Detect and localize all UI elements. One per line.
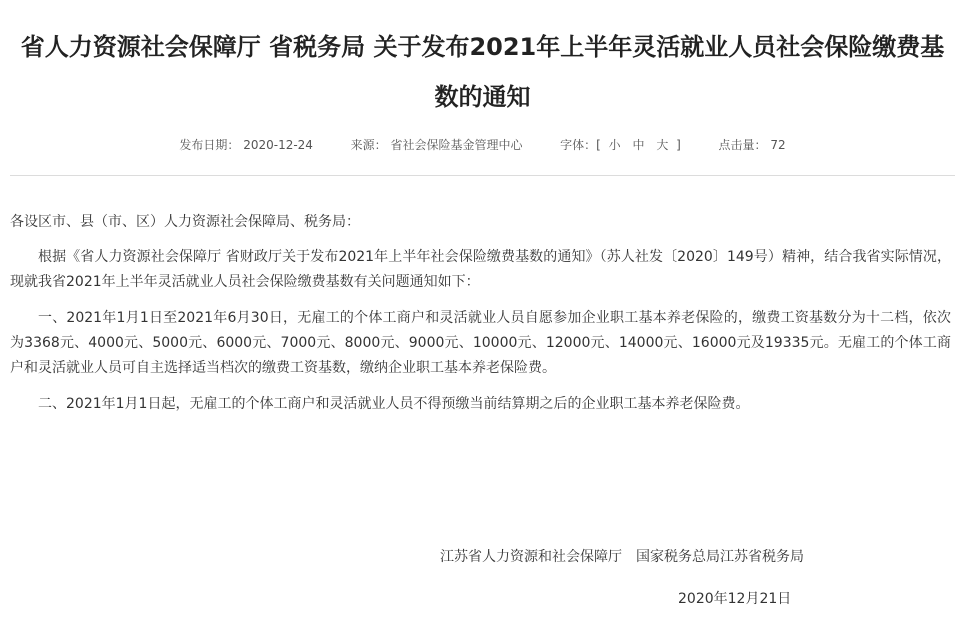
signature-org-hrss: 江苏省人力资源和社会保障厅	[440, 549, 622, 565]
signature-org-tax: 国家税务总局江苏省税务局	[636, 549, 804, 565]
click-count-label: 点击量：	[718, 138, 767, 152]
font-size-close-bracket: ]	[676, 138, 681, 152]
item-one-paragraph: 一、2021年1月1日至2021年6月30日，无雇工的个体工商户和灵活就业人员自愿参加企业职工基本养老保险的，缴费工资基数分为十二档，依次为3368元、4000元、5000元、6000元、7000元、8000元、9000元、10000元、12000元、14000元、16000元及19335元。无雇工的个体工商户和灵活就业人员可自主选择适当档次的缴费工资基数，缴纳企业职工基本养老保险费。	[10, 310, 951, 376]
article-title: 省人力资源社会保障厅 省税务局 关于发布2021年上半年灵活就业人员社会保险缴费基数的通知	[20, 33, 945, 111]
font-size-medium-link[interactable]: 中	[632, 138, 645, 152]
article-body	[10, 210, 951, 428]
signature-date: 2020年12月21日	[678, 591, 792, 607]
publish-date-label: 发布日期：	[179, 138, 240, 152]
source-value: 省社会保险基金管理中心	[390, 138, 523, 152]
intro-paragraph: 根据《省人力资源社会保障厅 省财政厅关于发布2021年上半年社会保险缴费基数的通知》（苏人社发〔2020〕149号）精神，结合我省实际情况，现就我省2021年上半年灵活就业人员社会保险缴费基数有关问题通知如下：	[10, 249, 951, 290]
publish-date: 2020-12-24	[243, 138, 313, 152]
salutation: 各设区市、县（市、区）人力资源社会保障局、税务局：	[10, 214, 360, 230]
source-label: 来源：	[350, 138, 387, 152]
title-divider	[10, 175, 955, 176]
font-size-small-link[interactable]: 小	[608, 138, 621, 152]
font-size-large-link[interactable]: 大	[656, 138, 669, 152]
click-count: 72	[770, 138, 786, 152]
article-meta	[0, 136, 965, 153]
signature-orgs	[440, 546, 804, 566]
font-size-label: 字体：[	[560, 138, 601, 152]
item-two-paragraph: 二、2021年1月1日起，无雇工的个体工商户和灵活就业人员不得预缴当前结算期之后的企业职工基本养老保险费。	[38, 396, 750, 412]
